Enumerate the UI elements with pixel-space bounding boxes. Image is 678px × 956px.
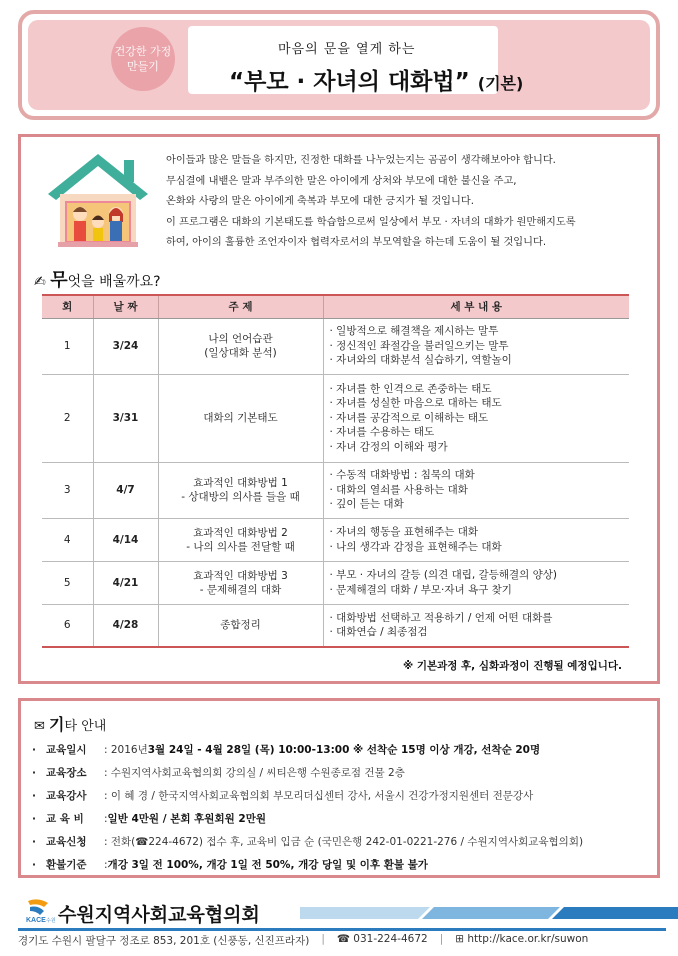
row-details	[323, 318, 629, 374]
row-no: 5	[42, 561, 93, 604]
info-label: 교육강사	[46, 790, 87, 802]
separator: |	[439, 933, 444, 945]
topic-line: 효과적인 대화방법 2	[193, 526, 288, 539]
row-date: 4/7	[93, 462, 158, 518]
learn-title-rest: 엇을 배울까요?	[67, 274, 161, 290]
row-date: 3/31	[93, 374, 158, 462]
table-row	[42, 374, 629, 462]
intro-text	[166, 151, 666, 254]
topic-line: (일상대화 분석)	[204, 347, 277, 359]
row-no: 2	[42, 374, 93, 462]
subtitle: 마음의 문을 열게 하는	[278, 42, 416, 57]
header-no: 회	[42, 295, 93, 318]
row-topic	[158, 318, 323, 374]
row-topic	[158, 462, 323, 518]
info-value-bold: 일반 4만원 / 본회 후원회원 2만원	[107, 813, 266, 825]
topic-line: 효과적인 대화방법 1	[193, 477, 288, 489]
website-link[interactable]: http://kace.or.kr/suwon	[467, 933, 589, 945]
row-date: 4/14	[93, 518, 158, 561]
advanced-course-note: ※ 기본과정 후, 심화과정이 진행될 예정입니다.	[402, 660, 622, 672]
row-topic	[158, 604, 323, 647]
topic-line: - 상대방의 의사를 들을 때	[181, 491, 300, 503]
detail-item: · 자녀를 수용하는 태도	[329, 426, 435, 439]
bullet: ·	[32, 858, 36, 871]
row-details	[323, 462, 629, 518]
info-row-fee	[32, 807, 652, 830]
info-value-bold: 개강 3일 전 100%, 개강 1일 전 50%, 개강 당일 및 이후 환불 불가	[107, 859, 428, 871]
intro-line: 온화와 사랑의 말은 아이에게 축복과 부모에 대한 긍지가 될 것입니다.	[166, 196, 474, 207]
intro-line: 하여, 아이의 훌륭한 조언자이자 협력자로서의 부모역할을 하는데 도움이 될 것입니다.	[166, 237, 547, 248]
header-topic: 주 제	[158, 295, 323, 318]
header-details: 세 부 내 용	[323, 295, 629, 318]
row-no: 1	[42, 318, 93, 374]
detail-item: · 자녀를 한 인격으로 존중하는 태도	[329, 382, 492, 395]
section-title-etc	[34, 712, 106, 735]
logo-text: KACE	[26, 917, 46, 923]
row-details	[323, 374, 629, 462]
envelope-icon: ✉	[34, 719, 45, 734]
detail-item: · 자녀의 행동을 표현해주는 대화	[329, 526, 479, 538]
topic-line: 대화의 기본태도	[203, 412, 278, 424]
row-date: 4/28	[93, 604, 158, 647]
row-date: 3/24	[93, 318, 158, 374]
info-value: :	[104, 858, 108, 871]
info-value: :	[104, 812, 108, 825]
info-row-date	[32, 738, 652, 761]
web-icon: ⊞	[455, 933, 468, 945]
table-row	[42, 462, 629, 518]
row-topic	[158, 561, 323, 604]
info-value: : 전화(☎224-4672) 접수 후, 교육비 입금 순 (국민은행 242-01-0221-276 / 수원지역사회교육협의회)	[104, 836, 584, 848]
detail-item: · 자녀를 성실한 마음으로 대하는 태도	[329, 397, 502, 410]
kace-logo-icon	[26, 897, 56, 923]
row-no: 4	[42, 518, 93, 561]
intro-line: 이 프로그램은 대화의 기본태도를 학습함으로써 일상에서 부모 · 자녀의 대화가 원만해지도록	[166, 216, 576, 228]
healthy-family-badge	[111, 27, 175, 91]
badge-line2: 만들기	[127, 60, 159, 73]
phone-icon: ☎	[336, 933, 354, 945]
badge-line1: 건강한 가정	[114, 45, 172, 58]
row-date: 4/21	[93, 561, 158, 604]
title-suffix: (기본)	[477, 74, 524, 93]
detail-item: · 정신적인 좌절감을 불러일으키는 말투	[329, 339, 509, 352]
separator: |	[321, 933, 325, 945]
info-value: : 2016년	[104, 744, 148, 756]
footer-divider	[18, 928, 666, 931]
kace-logo	[26, 897, 56, 923]
bullet: ·	[32, 812, 36, 825]
topic-line: 효과적인 대화방법 3	[193, 569, 288, 582]
detail-item: · 자녀 감정의 이해와 평가	[329, 440, 448, 453]
table-row	[42, 318, 629, 374]
detail-item: · 대화연습 / 최종점검	[329, 626, 428, 639]
topic-line: - 문제해결의 대화	[199, 583, 282, 596]
intro-line: 무심결에 내뱉은 말과 부주의한 말은 아이에게 상처와 부모에 대한 불신을 주고,	[166, 175, 517, 187]
info-label: 교 육 비	[46, 813, 84, 825]
info-row-refund	[32, 853, 652, 876]
etc-title-big: 기	[49, 715, 65, 734]
info-row-apply	[32, 830, 652, 853]
bullet: ·	[32, 789, 36, 802]
info-label: 교육신청	[46, 836, 87, 848]
detail-item: · 수동적 대화방법 : 침묵의 대화	[329, 469, 475, 482]
info-value: : 수원지역사회교육협의회 강의실 / 씨티은행 수원종로점 건물 2층	[104, 767, 405, 779]
info-label: 환불기준	[46, 859, 87, 871]
row-details	[323, 518, 629, 561]
header-date: 날 짜	[93, 295, 158, 318]
detail-item: · 깊이 듣는 대화	[329, 498, 404, 511]
detail-item: · 자녀를 공감적으로 이해하는 태도	[329, 411, 489, 424]
logo-sub: 수원	[46, 918, 56, 923]
organization-name: 수원지역사회교육협의회	[58, 904, 260, 926]
other-info-list	[32, 738, 652, 876]
detail-item: · 자녀와의 대화분석 실습하기, 역할놀이	[329, 354, 512, 367]
row-topic	[158, 374, 323, 462]
writing-hand-icon: ✍	[34, 274, 46, 290]
phone-number: 031-224-4672	[353, 933, 428, 945]
info-value: : 이 혜 경 / 한국지역사회교육협의회 부모리더십센터 강사, 서울시 건강가정지원센터 전문강사	[104, 790, 534, 802]
row-topic	[158, 518, 323, 561]
bullet: ·	[32, 743, 36, 756]
section-title-learn	[34, 266, 161, 292]
bullet: ·	[32, 835, 36, 848]
page-title	[229, 63, 523, 96]
footer-contact	[18, 933, 668, 948]
topic-line: 종합정리	[220, 619, 261, 632]
table-row	[42, 604, 629, 647]
info-row-lecturer	[32, 784, 652, 807]
detail-item: · 일방적으로 해결책을 제시하는 말투	[329, 325, 499, 338]
family-house-illustration	[40, 150, 156, 248]
topic-line: - 나의 의사를 전달할 때	[186, 540, 295, 553]
table-row	[42, 561, 629, 604]
info-row-place	[32, 761, 652, 784]
etc-title-rest: 타 안내	[64, 719, 107, 734]
row-no: 6	[42, 604, 93, 647]
info-label: 교육일시	[46, 744, 87, 756]
row-details	[323, 604, 629, 647]
address: 경기도 수원시 팔달구 정조로 853, 201호 (신풍동, 신진프라자)	[18, 935, 310, 947]
detail-item: · 문제해결의 대화 / 부모·자녀 욕구 찾기	[329, 583, 512, 596]
detail-item: · 대화방법 선택하고 적용하기 / 언제 어떤 대화를	[329, 611, 553, 624]
info-label: 교육장소	[46, 767, 87, 779]
bullet: ·	[32, 766, 36, 779]
detail-item: · 나의 생각과 감정을 표현해주는 대화	[329, 540, 502, 553]
row-no: 3	[42, 462, 93, 518]
info-value-bold: 3월 24일 - 4월 28일 (목) 10:00-13:00 ※ 선착순 15명 이상 개강, 선착순 20명	[147, 744, 541, 756]
detail-item: · 대화의 열쇠를 사용하는 대화	[329, 483, 468, 496]
table-row	[42, 518, 629, 561]
topic-line: 나의 언어습관	[208, 333, 273, 345]
table-header-row	[42, 295, 629, 318]
learn-title-big: 무	[50, 270, 68, 291]
schedule-table	[42, 294, 629, 648]
title-text: “부모 · 자녀의 대화법”	[229, 69, 470, 95]
intro-line: 아이들과 많은 말들을 하지만, 진정한 대화를 나누었는지는 곰곰이 생각해보아야 합니다.	[166, 155, 556, 166]
detail-item: · 부모 · 자녀의 갈등 (의견 대립, 갈등해결의 양상)	[329, 569, 557, 581]
row-details	[323, 561, 629, 604]
